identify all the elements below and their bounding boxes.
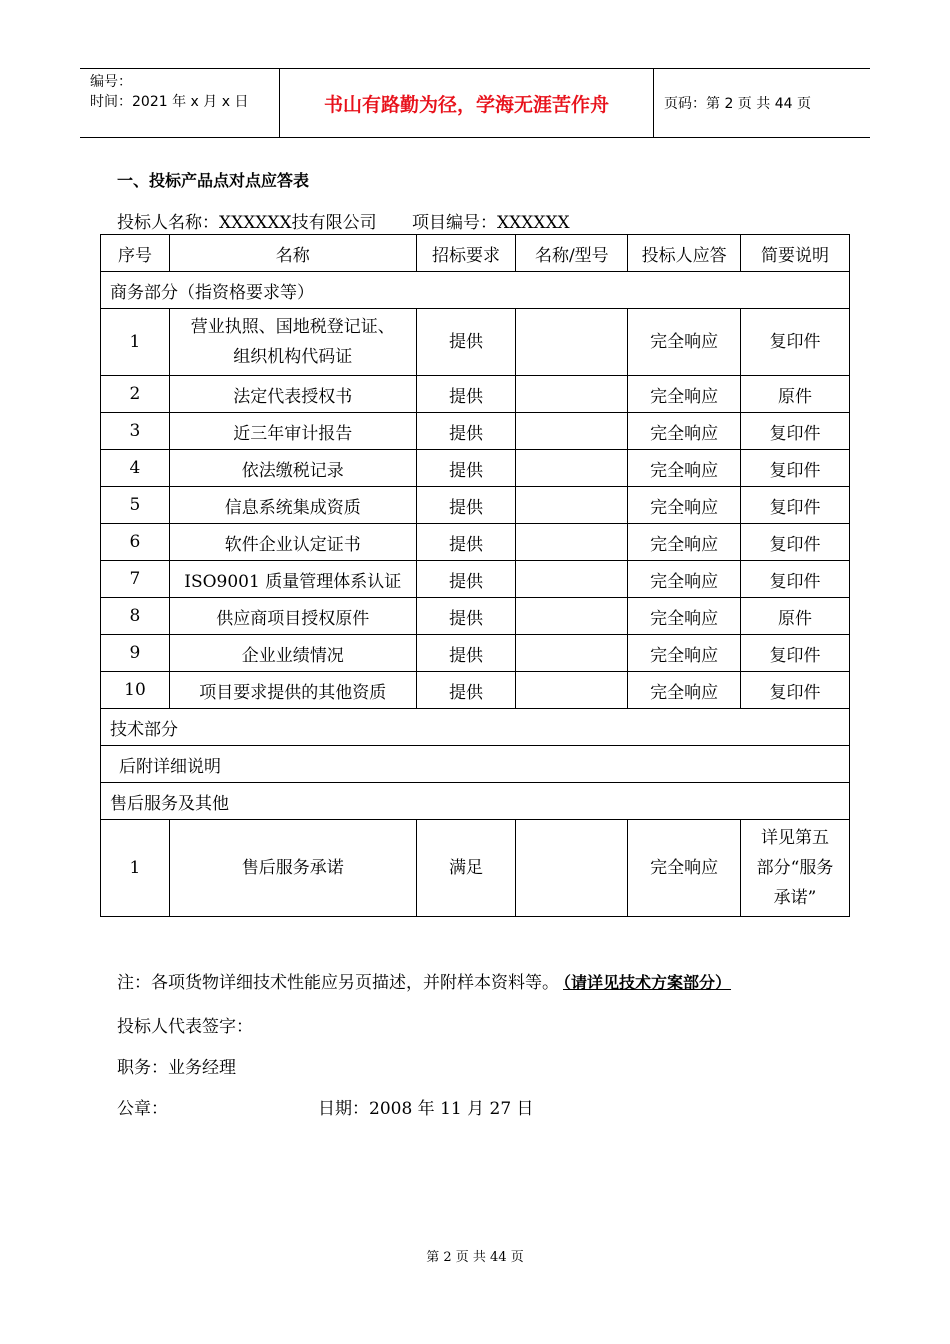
header-page-info: 页码：第 2 页 共 44 页 — [664, 96, 811, 112]
cell-req: 提供 — [416, 376, 516, 413]
cell-desc: 复印件 — [741, 450, 850, 487]
section-label: 售后服务及其他 — [101, 783, 850, 820]
sign-label: 投标人代表签字： — [117, 1017, 253, 1037]
cell-name: 法定代表授权书 — [169, 376, 416, 413]
cell-no: 6 — [101, 524, 170, 561]
cell-answer: 完全响应 — [628, 376, 741, 413]
cell-model — [516, 598, 628, 635]
cell-answer: 完全响应 — [628, 635, 741, 672]
header-cell: 招标要求 — [416, 235, 516, 272]
bidder-line — [117, 208, 570, 233]
table-row — [101, 413, 850, 450]
tech-note-row — [101, 746, 850, 783]
cell-req: 提供 — [416, 413, 516, 450]
cell-req: 提供 — [416, 635, 516, 672]
cell-answer: 完全响应 — [628, 598, 741, 635]
cell-no: 7 — [101, 561, 170, 598]
cell-desc: 原件 — [741, 376, 850, 413]
cell-req: 满足 — [416, 820, 516, 917]
cell-desc: 原件 — [741, 598, 850, 635]
cell-req: 提供 — [416, 561, 516, 598]
header-cell: 序号 — [101, 235, 170, 272]
cell-model — [516, 561, 628, 598]
cell-req: 提供 — [416, 487, 516, 524]
cell-no: 5 — [101, 487, 170, 524]
cell-name: 项目要求提供的其他资质 — [169, 672, 416, 709]
cell-answer: 完全响应 — [628, 524, 741, 561]
cell-model — [516, 309, 628, 376]
note-text: 注：各项货物详细技术性能应另页描述，并附样本资料等。 — [117, 973, 559, 993]
cell-desc: 复印件 — [741, 561, 850, 598]
cell-desc: 详见第五部分“服务承诺” — [741, 820, 850, 917]
response-table — [100, 234, 850, 917]
cell-model — [516, 635, 628, 672]
cell-no: 3 — [101, 413, 170, 450]
cell-no: 10 — [101, 672, 170, 709]
cell-answer: 完全响应 — [628, 820, 741, 917]
cell-name: 信息系统集成资质 — [169, 487, 416, 524]
cell-name: 软件企业认定证书 — [169, 524, 416, 561]
table-row — [101, 487, 850, 524]
section-row-aftersales — [101, 783, 850, 820]
table-header-row — [101, 235, 850, 272]
cell-answer: 完全响应 — [628, 487, 741, 524]
table-row — [101, 598, 850, 635]
bidder-name: 投标人名称：XXXXXX技有限公司 — [117, 213, 377, 233]
cell-model — [516, 672, 628, 709]
note-line — [117, 968, 731, 993]
cell-answer: 完全响应 — [628, 561, 741, 598]
cell-name: 依法缴税记录 — [169, 450, 416, 487]
table-row — [101, 450, 850, 487]
header-cell: 名称/型号 — [516, 235, 628, 272]
cell-req: 提供 — [416, 450, 516, 487]
cell-answer: 完全响应 — [628, 309, 741, 376]
position-text: 职务：业务经理 — [117, 1058, 236, 1078]
cell-model — [516, 487, 628, 524]
cell-model — [516, 450, 628, 487]
cell-no: 2 — [101, 376, 170, 413]
cell-desc: 复印件 — [741, 487, 850, 524]
cell-model — [516, 820, 628, 917]
header-meta — [80, 69, 280, 137]
cell-name: ISO9001 质量管理体系认证 — [169, 561, 416, 598]
cell-req: 提供 — [416, 309, 516, 376]
section-label: 技术部分 — [101, 709, 850, 746]
date-text: 日期：2008 年 11 月 27 日 — [318, 1099, 534, 1119]
section-title: 一、投标产品点对点应答表 — [117, 171, 310, 190]
cell-desc: 复印件 — [741, 413, 850, 450]
seal-label: 公章： — [117, 1099, 168, 1119]
cell-name: 近三年审计报告 — [169, 413, 416, 450]
cell-no: 4 — [101, 450, 170, 487]
cell-desc: 复印件 — [741, 672, 850, 709]
header-cell: 名称 — [169, 235, 416, 272]
cell-name: 售后服务承诺 — [169, 820, 416, 917]
table-row — [101, 820, 850, 917]
note-link: （请详见技术方案部分） — [563, 973, 732, 992]
cell-model — [516, 413, 628, 450]
cell-desc: 复印件 — [741, 309, 850, 376]
cell-no: 8 — [101, 598, 170, 635]
table-row — [101, 309, 850, 376]
cell-answer: 完全响应 — [628, 672, 741, 709]
cell-answer: 完全响应 — [628, 450, 741, 487]
table-row — [101, 376, 850, 413]
project-number: 项目编号：XXXXXX — [412, 213, 570, 233]
table-row — [101, 635, 850, 672]
table-row — [101, 672, 850, 709]
page-footer: 第 2 页 共 44 页 — [426, 1250, 524, 1265]
cell-req: 提供 — [416, 598, 516, 635]
section-row-business — [101, 272, 850, 309]
section-row-tech — [101, 709, 850, 746]
header-cell: 简要说明 — [741, 235, 850, 272]
cell-name: 企业业绩情况 — [169, 635, 416, 672]
table-row — [101, 524, 850, 561]
cell-req: 提供 — [416, 672, 516, 709]
cell-name: 营业执照、国地税登记证、组织机构代码证 — [169, 309, 416, 376]
cell-desc: 复印件 — [741, 524, 850, 561]
serial-label: 编号： — [90, 74, 132, 90]
cell-model — [516, 376, 628, 413]
cell-req: 提供 — [416, 524, 516, 561]
cell-answer: 完全响应 — [628, 413, 741, 450]
cell-no: 1 — [101, 820, 170, 917]
cell-model — [516, 524, 628, 561]
header-cell: 投标人应答 — [628, 235, 741, 272]
tech-note: 后附详细说明 — [101, 746, 850, 783]
cell-desc: 复印件 — [741, 635, 850, 672]
page-header — [80, 68, 870, 138]
table-row — [101, 561, 850, 598]
section-label: 商务部分（指资格要求等） — [101, 272, 850, 309]
cell-no: 9 — [101, 635, 170, 672]
cell-no: 1 — [101, 309, 170, 376]
cell-name: 供应商项目授权原件 — [169, 598, 416, 635]
header-motto: 书山有路勤为径，学海无涯苦作舟 — [280, 69, 654, 137]
time-text: 时间：2021 年 x 月 x 日 — [90, 94, 249, 110]
